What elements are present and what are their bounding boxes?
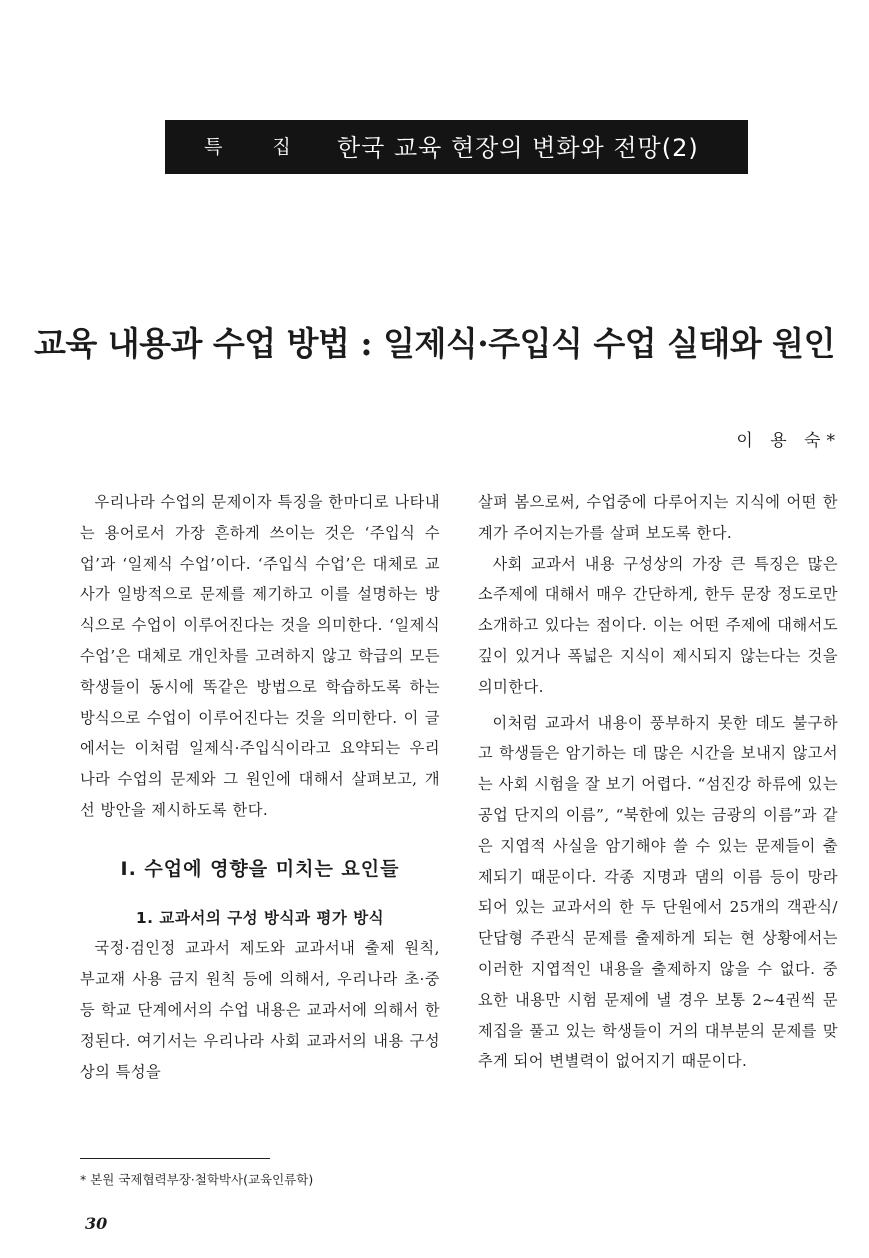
left-column bbox=[80, 487, 440, 1087]
subsection-heading: 1. 교과서의 구성 방식과 평가 방식 bbox=[135, 908, 385, 927]
body-paragraph: 국정·검인정 교과서 제도와 교과서내 출제 원칙, 부교재 사용 금지 원칙 등에 의해서, 우리나라 초·중등 학교 단계에서의 수업 내용은 교과서에 의해서 한정된다. 여기서는 우리나라 사회 교과서의 내용 구성상의 특성을 bbox=[80, 939, 440, 1081]
article-author: 이 용 숙* bbox=[736, 431, 841, 451]
banner-label: 특 집 bbox=[204, 136, 313, 158]
right-column bbox=[478, 487, 838, 1077]
continuation-paragraph: 살펴 봄으로써, 수업중에 다루어지는 지식에 어떤 한계가 주어지는가를 살펴 보도록 한다. bbox=[478, 493, 838, 542]
body-paragraph-3: 이처럼 교과서 내용이 풍부하지 못한 데도 불구하고 학생들은 암기하는 데 많은 시간을 보내지 않고서는 사회 시험을 잘 보기 어렵다. “섬진강 하류에 있는 공업 단지의 이름”, “북한에 있는 금광의 이름”과 같은 지엽적 사실을 암기해야 쓸 수 있는 문제들이 출제되기 때문이다. 각종 지명과 댐의 이름 등이 망라되어 있는 교과서의 한 두 단원에서 25개의 객관식/단답형 주관식 문제를 출제하게 되는 현 상황에서는 이러한 지엽적인 내용을 출제하지 않을 수 없다. 중요한 내용만 시험 문제에 낼 경우 보통 2~4권씩 문제집을 풀고 있는 학생들이 거의 대부분의 문제를 맞추게 되어 변별력이 없어지기 때문이다. bbox=[478, 713, 838, 1071]
footnote: * 본원 국제협력부장·철학박사(교육인류학) bbox=[80, 1172, 314, 1187]
body-paragraph-2: 사회 교과서 내용 구성상의 가장 큰 특징은 많은 소주제에 대해서 매우 간단하게, 한두 문장 정도로만 소개하고 있다는 점이다. 이는 어떤 주제에 대해서도 깊이 있거나 폭넓은 지식이 제시되지 않는다는 것을 의미한다. bbox=[478, 554, 838, 696]
page-number: 30 bbox=[85, 1214, 108, 1233]
feature-banner bbox=[165, 120, 748, 174]
section-heading: Ⅰ. 수업에 영향을 미치는 요인들 bbox=[120, 857, 400, 880]
intro-paragraph: 우리나라 수업의 문제이자 특징을 한마디로 나타내는 용어로서 가장 흔하게 쓰이는 것은 ‘주입식 수업’과 ‘일제식 수업’이다. ‘주입식 수업’은 대체로 교사가 일방적으로 문제를 제기하고 이를 설명하는 방식으로 수업이 이루어진다는 것을 의미한다. ‘일제식 수업’은 대체로 개인차를 고려하지 않고 학급의 모든 학생들이 동시에 똑같은 방법으로 학습하도록 하는 방식으로 수업이 이루어진다는 것을 의미한다. 이 글에서는 이처럼 일제식·주입식이라고 요약되는 우리나라 수업의 문제와 그 원인에 대해서 살펴보고, 개선 방안을 제시하도록 한다. bbox=[80, 493, 440, 819]
article-title: 교육 내용과 수업 방법 : 일제식·주입식 수업 실태와 원인 bbox=[34, 324, 835, 363]
banner-title: 한국 교육 현장의 변화와 전망(2) bbox=[337, 134, 699, 162]
footnote-divider bbox=[80, 1158, 270, 1159]
